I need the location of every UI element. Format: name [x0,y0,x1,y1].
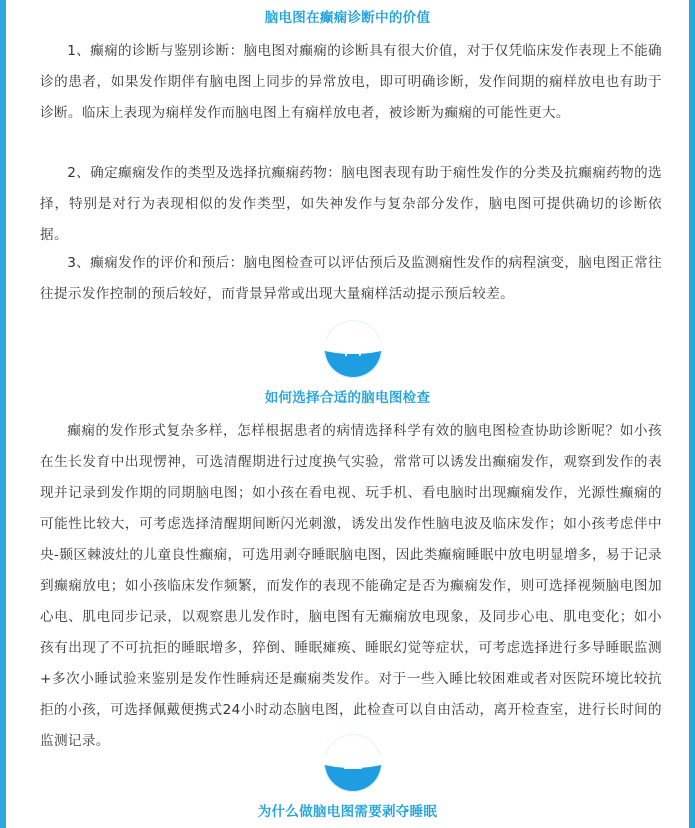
section-4-title: 如何选择合适的脑电图检查 [264,390,431,406]
section-3-paragraph-2: 2、确定癫痫发作的类型及选择抗癫痫药物：脑电图表现有助于痫性发作的分类及抗癫痫药物的选择，特别是对行为表现相似的发作类型，如失神发作与复杂部分发作，脑电图可提供确切的诊断依据。 [40,165,662,243]
section-4-number-badge [324,320,382,378]
section-3-paragraph-1: 1、癫痫的诊断与鉴别诊断：脑电图对癫痫的诊断具有很大价值，对于仅凭临床发作表现上不能确诊的患者，如果发作期伴有脑电图上同步的异常放电，即可明确诊断，发作间期的痫样放电也有助于诊断。临床上表现为痫样发作而脑电图上有痫样放电者，被诊断为癫痫的可能性更大。 [40,43,662,121]
section-3-paragraph-3: 3、癫痫发作的评价和预后：脑电图检查可以评估预后及监测痫性发作的病程演变，脑电图正常往往提示发作控制的预后较好，而背景异常或出现大量痫样活动提示预后较差。 [40,255,662,302]
section-3-title: 脑电图在癫痫诊断中的价值 [264,10,431,26]
section-4-number: 四 [343,337,363,359]
section-5-number: 五 [343,751,363,773]
section-4-paragraph: 癫痫的发作形式复杂多样，怎样根据患者的病情选择科学有效的脑电图检查协助诊断呢？如小孩在生长发育中出现愣神，可选清醒期进行过度换气实验，常常可以诱发出癫痫发作，观察到发作的表现并记录到发作期的同期脑电图；如小孩在看电视、玩手机、看电脑时出现癫痫发作，光源性癫痫的可能性比较大，可考虑选择清醒期间断闪光刺激，诱发出发作性脑电波及临床发作；如小孩考虑伴中央-颞区棘波灶的儿童良性癫痫，可选用剥夺睡眠脑电图，因此类癫痫睡眠中放电明显增多，易于记录到癫痫放电；如小孩临床发作频繁，而发作的表现不能确定是否为癫痫发作，则可选择视频脑电图加心电、肌电同步记录，以观察患儿发作时，脑电图有无癫痫放电现象，及同步心电、肌电变化；如小孩有出现了不可抗拒的睡眠增多，猝倒、睡眠瘫痪、睡眠幻觉等症状，可考虑选择进行多导睡眠监测+多次小睡试验来鉴别是发作性睡病还是癫痫类发作。对于一些入睡比较困难或者对医院环境比较抗拒的小孩，可选择佩戴便携式24小时动态脑电图，此检查可以自由活动，离开检查室，进行长时间的监测记录。 [40,423,662,749]
section-5-title: 为什么做脑电图需要剥夺睡眠 [257,804,438,820]
section-5-number-badge [324,734,382,792]
